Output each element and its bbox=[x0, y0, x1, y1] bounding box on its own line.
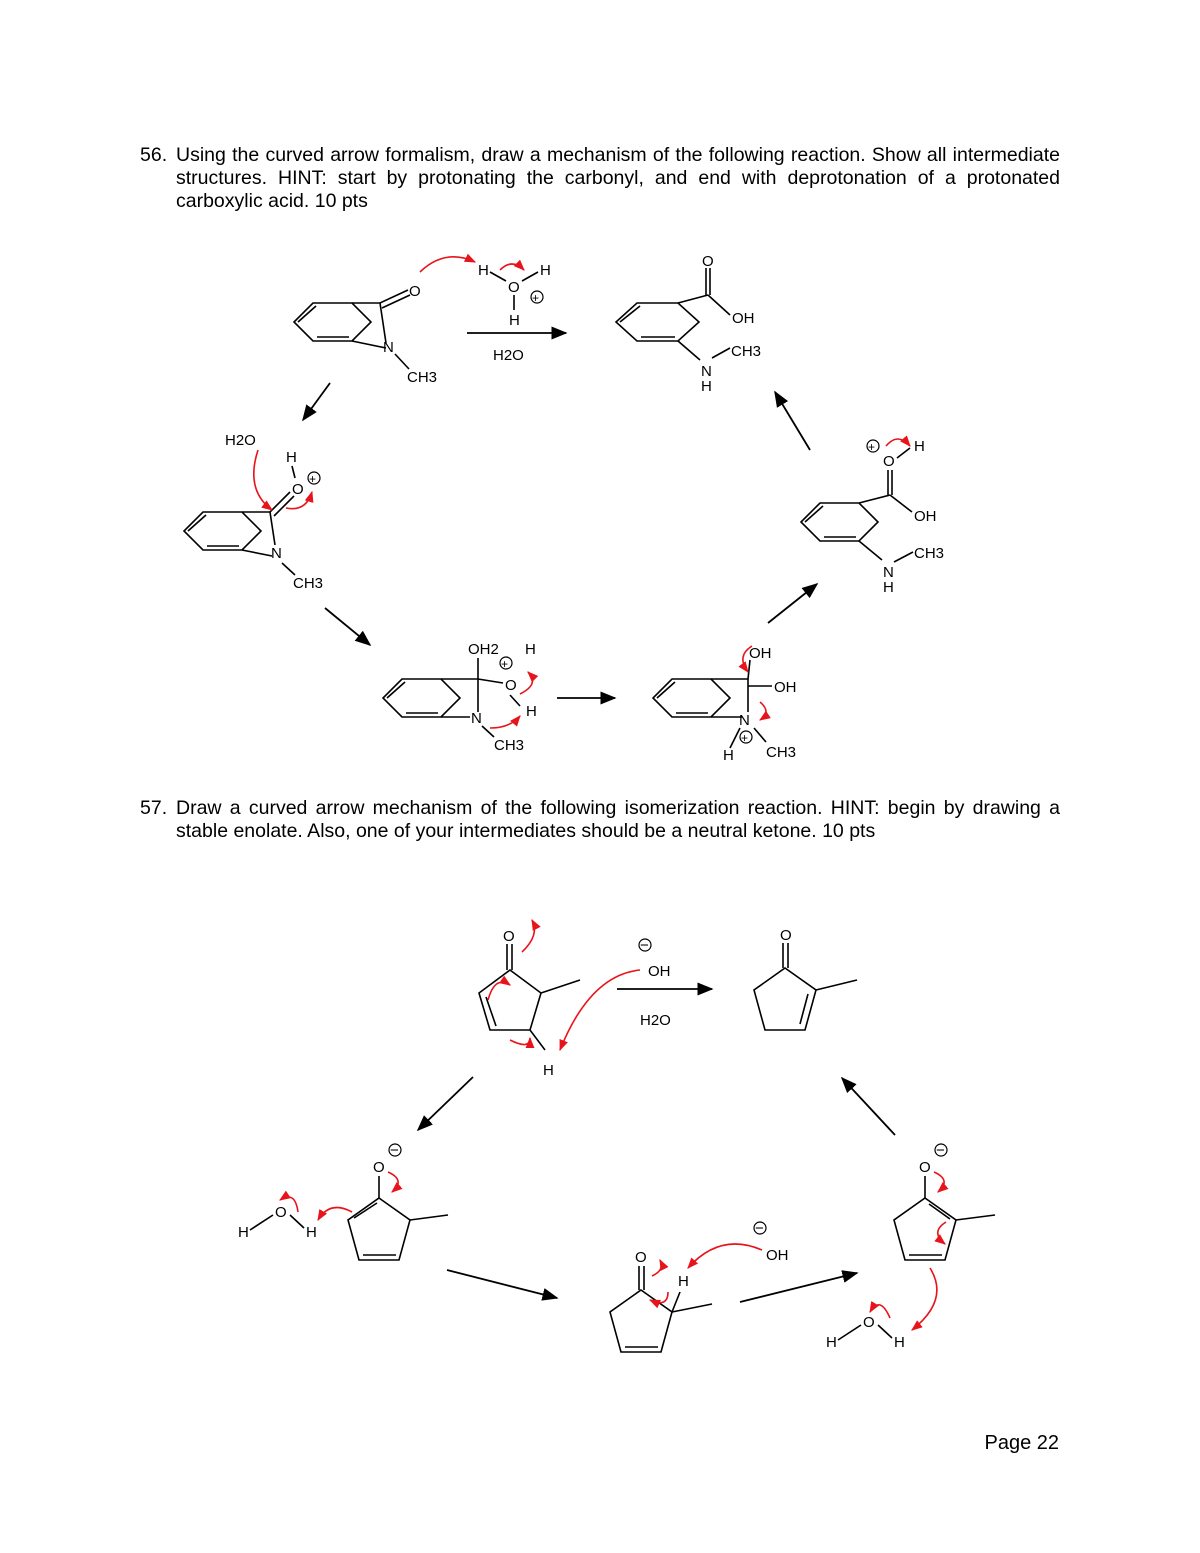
atom-h: H bbox=[540, 262, 551, 279]
hydroxyl-label: OH bbox=[732, 310, 755, 327]
q57-intermediate-1 bbox=[238, 1142, 448, 1260]
charge-minus: − bbox=[755, 1220, 764, 1237]
hydroxide-label: OH bbox=[648, 963, 671, 980]
methyl-label: CH3 bbox=[293, 575, 324, 592]
atom-n: N bbox=[739, 712, 750, 729]
atom-h: H bbox=[286, 449, 297, 466]
atom-h: H bbox=[701, 378, 712, 395]
atom-o: O bbox=[702, 253, 714, 270]
question-number: 57. bbox=[140, 797, 168, 819]
atom-o: O bbox=[292, 481, 304, 498]
charge-minus: − bbox=[936, 1142, 945, 1159]
methyl-label: CH3 bbox=[407, 369, 438, 386]
atom-o: O bbox=[635, 1249, 647, 1266]
charge-plus: + bbox=[741, 731, 749, 745]
q57-intermediate-3 bbox=[826, 1142, 995, 1351]
oxonium-label: OH2 bbox=[468, 641, 499, 658]
atom-h: H bbox=[526, 703, 537, 720]
charge-plus: + bbox=[532, 291, 540, 305]
atom-n: N bbox=[701, 363, 712, 380]
atom-o: O bbox=[883, 453, 895, 470]
charge-minus: − bbox=[390, 1142, 399, 1159]
atom-o: O bbox=[275, 1204, 287, 1221]
atom-h: H bbox=[723, 747, 734, 764]
atom-h: H bbox=[306, 1224, 317, 1241]
atom-o: O bbox=[780, 927, 792, 944]
methyl-label: CH3 bbox=[766, 744, 797, 761]
q56-scheme bbox=[184, 253, 944, 764]
hydroxide-label: OH bbox=[766, 1247, 789, 1264]
solvent-label: H2O bbox=[640, 1012, 671, 1029]
question-text: Draw a curved arrow mechanism of the following isomerization reaction. HINT: begin by drawing a stable enolate. Also, one of your intermediates should be a neutral ketone. 10 pts bbox=[176, 797, 1060, 842]
solvent-label: H2O bbox=[493, 347, 524, 364]
q57-scheme bbox=[238, 920, 995, 1352]
atom-o: O bbox=[409, 283, 421, 300]
question-text: Using the curved arrow formalism, draw a mechanism of the following reaction. Show all intermediate structures. HINT: start by protonating the carbonyl, and end with deprotonation of a protonated carboxylic acid. 10 pts bbox=[176, 144, 1060, 212]
atom-o: O bbox=[863, 1314, 875, 1331]
q56-intermediate-2 bbox=[383, 641, 537, 754]
q57-intermediate-2 bbox=[610, 1220, 789, 1352]
question-number: 56. bbox=[140, 144, 168, 166]
q57-product bbox=[754, 927, 857, 1030]
atom-o: O bbox=[503, 928, 515, 945]
atom-h: H bbox=[509, 312, 520, 329]
atom-n: N bbox=[471, 710, 482, 727]
atom-o: O bbox=[505, 677, 517, 694]
q56-starting-material bbox=[294, 283, 437, 386]
atom-h: H bbox=[543, 1062, 554, 1079]
atom-h: H bbox=[238, 1224, 249, 1241]
hydroxyl-label: OH bbox=[914, 508, 937, 525]
atom-h: H bbox=[478, 262, 489, 279]
atom-h: H bbox=[826, 1334, 837, 1351]
q56-hydronium bbox=[420, 257, 551, 329]
atom-n: N bbox=[383, 339, 394, 356]
hydroxyl-label: OH bbox=[774, 679, 797, 696]
methyl-label: CH3 bbox=[914, 545, 945, 562]
atom-o: O bbox=[373, 1159, 385, 1176]
charge-plus: + bbox=[309, 472, 317, 486]
atom-h: H bbox=[883, 579, 894, 596]
charge-minus: − bbox=[640, 937, 649, 954]
q57-starting-material bbox=[479, 920, 640, 1079]
q56-intermediate-4 bbox=[801, 438, 944, 596]
q56-intermediate-3 bbox=[653, 645, 797, 764]
atom-h: H bbox=[678, 1273, 689, 1290]
q56-product bbox=[616, 253, 761, 395]
atom-h: H bbox=[914, 438, 925, 455]
atom-n: N bbox=[883, 564, 894, 581]
methyl-label: CH3 bbox=[494, 737, 525, 754]
atom-h: H bbox=[894, 1334, 905, 1351]
atom-n: N bbox=[271, 545, 282, 562]
charge-plus: + bbox=[868, 440, 876, 454]
charge-plus: + bbox=[501, 657, 509, 671]
atom-o: O bbox=[508, 279, 520, 296]
page-number: Page 22 bbox=[984, 1432, 1059, 1454]
hydroxyl-label: OH bbox=[749, 645, 772, 662]
methyl-label: CH3 bbox=[731, 343, 762, 360]
solvent-label: H2O bbox=[225, 432, 256, 449]
atom-o: O bbox=[919, 1159, 931, 1176]
atom-h: H bbox=[525, 641, 536, 658]
q56-intermediate-1 bbox=[184, 432, 323, 592]
